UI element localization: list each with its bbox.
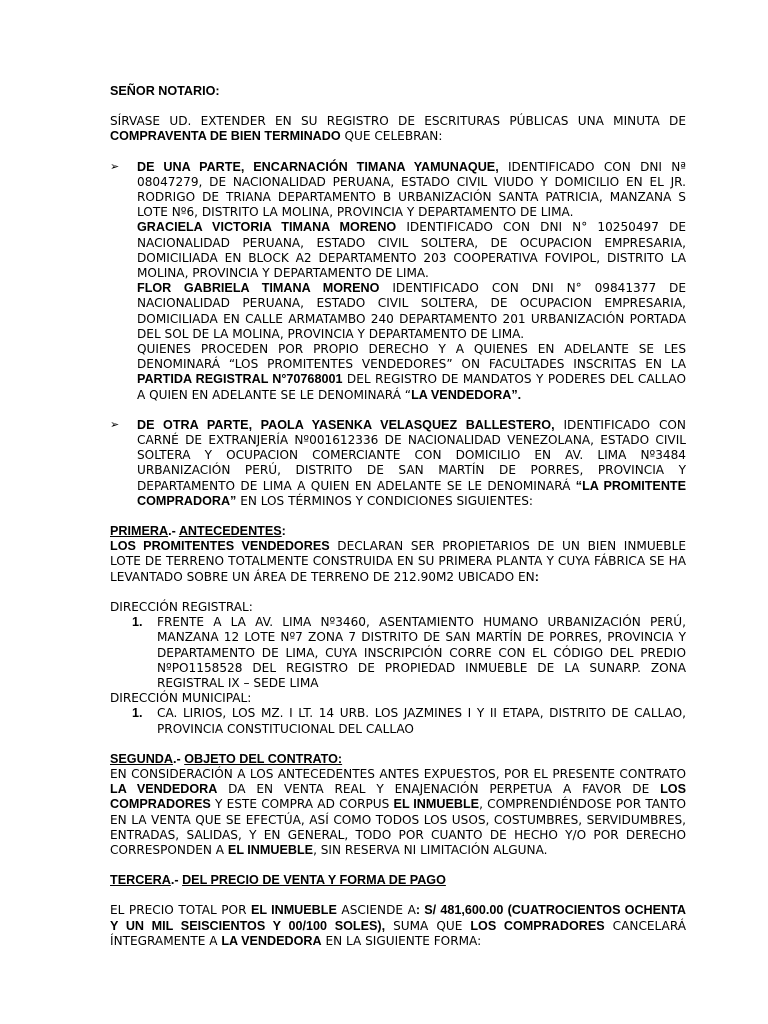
segunda-t4: , COMPRENDIÉNDOSE POR TANTO EN LA VENTA QUE SE EFECTÚA, ASÍ COMO TODOS LOS USOS, COSTUMBRES, SERVIDUMBRES, ENTRADAS, SALIDAS, Y EN GENERAL, TODO POR CUANTO DE HECHO Y/O POR DERECHO CORRESPONDEN A xyxy=(110,797,687,857)
arrow-bullet-icon: ➢ xyxy=(110,159,120,173)
party-text-3: IDENTIFICADO CON DNI N° 09841377 DE NACIONALIDAD PERUANA, ESTADO CIVIL SOLTERA, DE OCUPACION EMPRESARIA, DOMICILIADA EN CALLE ARMATAMBO 240 DEPARTAMENTO 201 URBANIZACIÓN PORTADA DEL SOL DE LA MOLINA, PROVINCIA Y DEPARTAMENTO DE LIMA. xyxy=(137,281,686,341)
segunda-sep: .- xyxy=(172,751,185,766)
party-name-2: GRACIELA VICTORIA TIMANA MORENO xyxy=(137,220,397,235)
primera-heading xyxy=(110,524,686,539)
tercera-heading xyxy=(110,873,686,888)
direccion-registral-label: DIRECCIÓN REGISTRAL: xyxy=(110,599,253,614)
segunda-b2: LOS COMPRADORES xyxy=(110,782,686,812)
tercera-sep: .- xyxy=(170,873,183,888)
municipal-item xyxy=(110,706,686,736)
party-two-tail: EN LOS TÉRMINOS Y CONDICIONES SIGUIENTES: xyxy=(236,493,533,508)
heading: SEÑOR NOTARIO: xyxy=(110,84,220,98)
promitente-compradora-label: “LA PROMITENTE COMPRADORA” xyxy=(137,478,687,508)
segunda-t5: , SIN RESERVA NI LIMITACIÓN ALGUNA. xyxy=(313,842,548,857)
municipal-item-text: CA. LIRIOS, LOS MZ. I LT. 14 URB. LOS JAZMINES I Y II ETAPA, DISTRITO DE CALLAO, PROVINCIA CONSTITUCIONAL DEL CALLAO xyxy=(157,706,686,736)
segunda-heading xyxy=(110,752,686,767)
partida-registral: PARTIDA REGISTRAL N°70768001 xyxy=(137,372,343,387)
intro-text: SÍRVASE UD. EXTENDER EN SU REGISTRO DE ESCRITURAS PÚBLICAS UNA MINUTA DE xyxy=(110,114,686,129)
intro-bold: COMPRAVENTA DE BIEN TERMINADO xyxy=(110,129,341,144)
segunda-t3: Y ESTE COMPRA AD CORPUS xyxy=(210,797,394,812)
tercera-t2: ASCIENDE A xyxy=(336,903,416,918)
tercera-b3: LOS COMPRADORES xyxy=(470,918,605,933)
party-one-p4 xyxy=(137,342,686,403)
item-number: 1. xyxy=(132,706,143,721)
intro-paragraph xyxy=(110,114,686,144)
party-one-p3 xyxy=(137,281,686,342)
registral-item xyxy=(110,615,686,691)
segunda-subtitle: OBJETO DEL CONTRATO: xyxy=(184,751,343,766)
party-two-name: DE OTRA PARTE, PAOLA YASENKA VELASQUEZ BALLESTERO, xyxy=(137,417,555,432)
intro-tail: QUE CELEBRAN: xyxy=(340,129,443,144)
party-text-4: QUIENES PROCEDEN POR PROPIO DERECHO Y A QUIENES EN ADELANTE SE LES DENOMINARÁ “LOS PROMITENTES VENDEDORES” ON FACULTADES INSCRITAS EN LA xyxy=(137,342,686,372)
tercera-t3: SUMA QUE xyxy=(385,918,471,933)
la-vendedora-label: LA VENDEDORA”. xyxy=(411,387,522,402)
party-one-p1 xyxy=(137,160,686,221)
primera-bold: LOS PROMITENTES VENDEDORES xyxy=(110,539,330,554)
registral-item-text: FRENTE A LA AV. LIMA Nº3460, ASENTAMIENTO HUMANO URBANIZACIÓN PERÚ, MANZANA 12 LOTE Nº7 ZONA 7 DISTRITO DE SAN MARTÍN DE PORRES, PROVINCIA Y DEPARTAMENTO DE LIMA, CUYA INSCRIPCIÓN CORRE CON EL CÓDIGO DEL PREDIO NºPO1158528 DEL REGISTRO DE PROPIEDAD INMUEBLE DE LA SUNARP. ZONA REGISTRAL IX – SEDE LIMA xyxy=(157,615,686,690)
party-name-3: FLOR GABRIELA TIMANA MORENO xyxy=(137,281,380,296)
segunda-t2: DA EN VENTA REAL Y ENAJENACIÓN PERPETUA A FAVOR DE xyxy=(217,782,661,797)
segunda-b1: LA VENDEDORA xyxy=(110,782,218,797)
arrow-bullet-icon: ➢ xyxy=(110,417,120,431)
segunda-b3: EL INMUEBLE xyxy=(393,797,480,812)
party-text-2: IDENTIFICADO CON DNI N° 10250497 DE NACIONALIDAD PERUANA, ESTADO CIVIL SOLTERA, DE OCUPACION EMPRESARIA, DOMICILIADA EN BLOCK A2 DEPARTAMENTO 203 COOPERATIVA FOVIPOL, DISTRITO LA MOLINA, PROVINCIA Y DEPARTAMENTO DE LIMA. xyxy=(137,220,686,281)
party-two-block xyxy=(110,418,686,509)
primera-title: PRIMERA xyxy=(110,524,169,539)
tercera-t1: EL PRECIO TOTAL POR xyxy=(110,903,252,918)
party-name-1: DE UNA PARTE, ENCARNACIÓN TIMANA YAMUNAQUE, xyxy=(137,159,499,174)
party-two-text: IDENTIFICADO CON CARNÉ DE EXTRANJERÍA Nº001612336 DE NACIONALIDAD VENEZOLANA, ESTADO CIVIL SOLTERA Y OCUPACION COMERCIANTE CON DOMICILIO EN AV. LIMA Nº3484 URBANIZACIÓN PERÚ, DISTRITO DE SAN MARTÍN DE PORRES, PROVINCIA Y DEPARTAMENTO DE LIMA A QUIEN EN ADELANTE SE LE DENOMINARÁ xyxy=(137,417,686,493)
tercera-t4: CANCELARÁ ÍNTEGRAMENTE A xyxy=(110,918,687,948)
segunda-t1: EN CONSIDERACIÓN A LOS ANTECEDENTES ANTES EXPUESTOS, POR EL PRESENTE CONTRATO xyxy=(110,766,686,781)
party-one-block xyxy=(110,160,686,403)
direccion-municipal-label: DIRECCIÓN MUNICIPAL: xyxy=(110,691,252,706)
segunda-title: SEGUNDA xyxy=(110,751,173,766)
tercera-subtitle: DEL PRECIO DE VENTA Y FORMA DE PAGO xyxy=(182,873,446,888)
party-text-5: DEL REGISTRO DE MANDATOS Y PODERES DEL CALLAO A QUIEN EN ADELANTE SE LE DENOMINARÁ “ xyxy=(137,372,686,402)
primera-sep: .- xyxy=(168,524,179,539)
tercera-title: TERCERA xyxy=(110,873,171,888)
primera-subtitle: ANTECEDENTES xyxy=(178,524,282,539)
tercera-paragraph xyxy=(110,903,686,949)
primera-tail: : xyxy=(534,569,539,584)
segunda-b4: EL INMUEBLE xyxy=(227,842,314,857)
tercera-b4: LA VENDEDORA xyxy=(221,933,322,948)
tercera-b1: EL INMUEBLE xyxy=(251,903,337,918)
document-page xyxy=(110,84,686,949)
precio-total: : S/ 481,600.00 (CUATROCIENTOS OCHENTA Y UN MIL SEISCIENTOS Y 00/100 SOLES), xyxy=(110,903,686,933)
primera-paragraph xyxy=(110,539,686,585)
tercera-t5: EN LA SIGUIENTE FORMA: xyxy=(321,933,482,948)
primera-colon: : xyxy=(281,524,286,539)
item-number: 1. xyxy=(132,615,143,630)
party-text-1: IDENTIFICADO CON DNI Nª 08047279, DE NACIONALIDAD PERUANA, ESTADO CIVIL VIUDO Y DOMICILIO EN EL JR. RODRIGO DE TRIANA DEPARTAMENTO B URBANIZACIÓN SANTA PATRICIA, MANZANA S LOTE Nº6, DISTRITO LA MOLINA, PROVINCIA Y DEPARTAMENTO DE LIMA. xyxy=(137,159,686,220)
primera-text: DECLARAN SER PROPIETARIOS DE UN BIEN INMUEBLE LOTE DE TERRENO TOTALMENTE CONSTRUIDA EN SU PRIMERA PLANTA Y CUYA FÁBRICA SE HA LEVANTADO SOBRE UN ÁREA DE TERRENO DE 212.90M2 UBICADO EN xyxy=(110,539,686,584)
party-two-p xyxy=(137,418,686,509)
party-one-p2 xyxy=(137,220,686,281)
segunda-paragraph xyxy=(110,767,686,858)
